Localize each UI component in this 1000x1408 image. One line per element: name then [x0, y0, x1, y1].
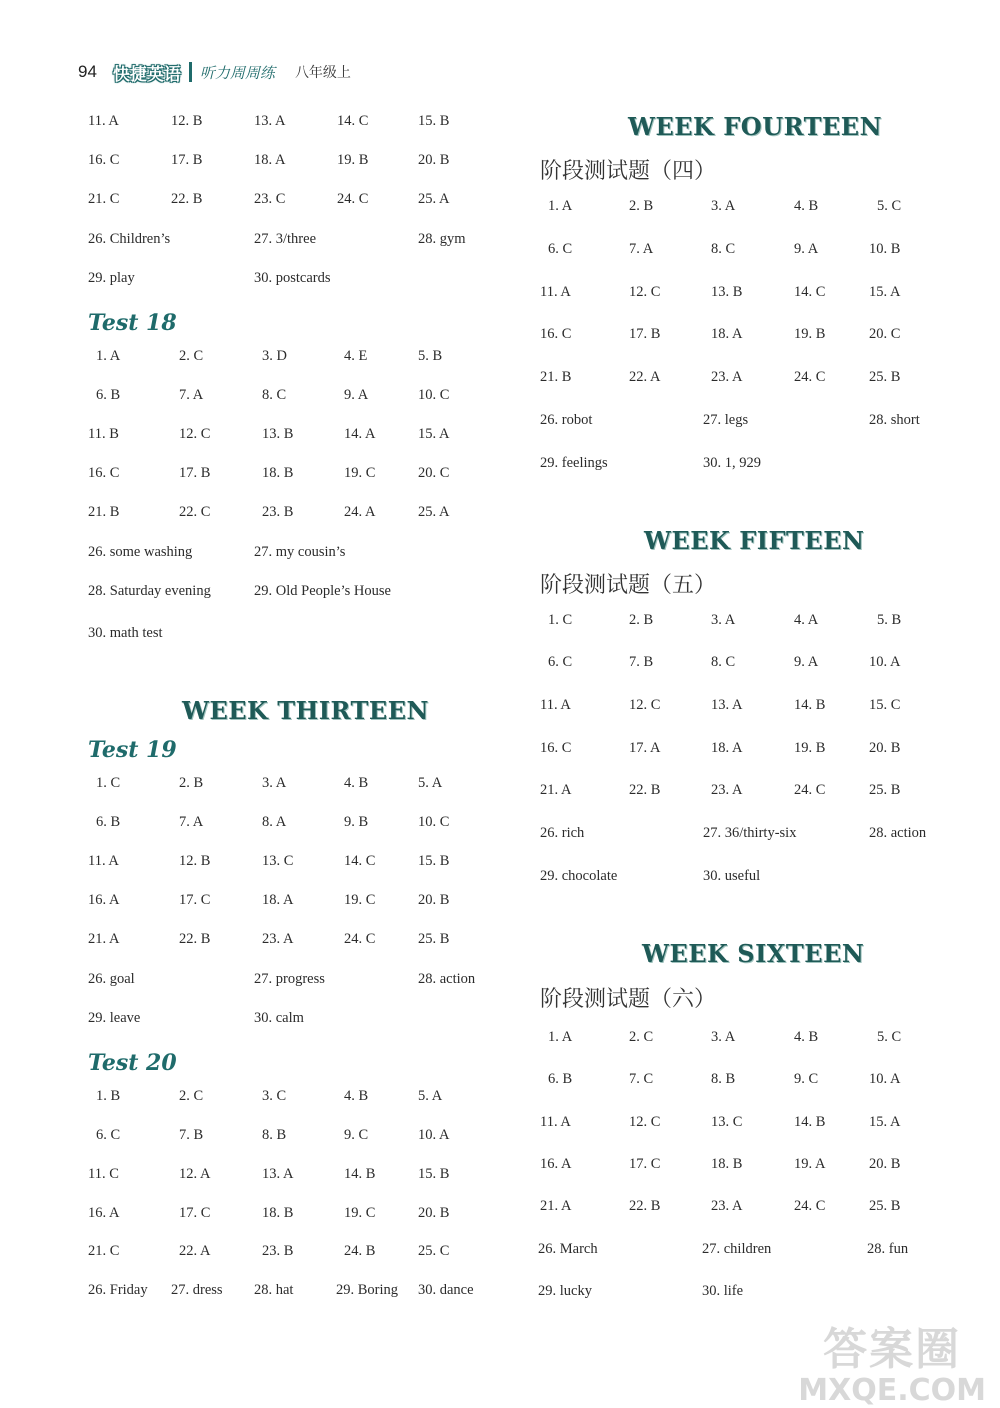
answer-item: 21. C: [88, 191, 120, 207]
answer-item: 21. C: [88, 1243, 120, 1259]
answer-item: 28. gym: [418, 231, 466, 247]
answer-item: 8. B: [262, 1127, 287, 1143]
answer-item: 27. progress: [254, 971, 325, 987]
answer-item: 10. A: [418, 1127, 450, 1143]
answer-item: 20. B: [418, 1205, 450, 1221]
answer-item: 12. A: [179, 1166, 211, 1182]
answer-item: 12. C: [629, 697, 661, 713]
answer-item: 19. B: [337, 152, 369, 168]
answer-item: 18. A: [711, 740, 743, 756]
answer-item: 14. B: [344, 1166, 376, 1182]
series-title: 听力周周练: [199, 63, 275, 82]
answer-item: 4. A: [794, 612, 819, 628]
answer-item: 19. C: [344, 1205, 376, 1221]
answer-item: 11. A: [88, 113, 119, 129]
answer-item: 27. 3/three: [254, 231, 317, 247]
answer-item: 18. B: [711, 1156, 743, 1172]
watermark-logo-text: 答案圈: [823, 1324, 962, 1375]
answer-item: 19. A: [794, 1156, 826, 1172]
answer-item: 22. A: [629, 369, 661, 385]
answer-item: 13. A: [711, 697, 743, 713]
answer-item: 29. feelings: [540, 455, 608, 471]
answer-item: 6. B: [96, 387, 121, 403]
answer-item: 7. A: [179, 387, 204, 403]
answer-item: 19. C: [344, 892, 376, 908]
answer-item: 4. E: [344, 348, 368, 364]
answer-item: 22. B: [629, 1198, 661, 1214]
answer-item: 11. A: [540, 697, 571, 713]
answer-item: 11. A: [88, 853, 119, 869]
answer-item: 20. B: [869, 1156, 901, 1172]
answer-item: 21. B: [540, 369, 572, 385]
answer-item: 13. A: [262, 1166, 294, 1182]
answer-item: 16. C: [540, 326, 572, 342]
answer-item: 7. A: [629, 241, 654, 257]
answer-item: 27. my cousin’s: [254, 544, 346, 560]
answer-item: 6. B: [96, 814, 121, 830]
answer-item: 9. C: [344, 1127, 369, 1143]
answer-item: 15. B: [418, 853, 450, 869]
answer-item: 14. C: [344, 853, 376, 869]
answer-item: 15. A: [418, 426, 450, 442]
answer-item: 6. C: [548, 241, 573, 257]
answer-item: 6. B: [548, 1071, 573, 1087]
answer-item: 5. C: [877, 1029, 902, 1045]
answer-item: 22. B: [629, 782, 661, 798]
answer-item: 25. A: [418, 191, 450, 207]
answer-item: 2. C: [179, 1088, 204, 1104]
stage-test-4-title: 阶段测试题（四）: [540, 159, 717, 184]
answer-item: 10. C: [418, 814, 450, 830]
answer-item: 5. A: [418, 1088, 443, 1104]
answer-item: 2. B: [629, 612, 654, 628]
answer-item: 1. C: [96, 775, 121, 791]
answer-item: 15. A: [869, 284, 901, 300]
answer-item: 2. C: [629, 1029, 654, 1045]
answer-item: 19. B: [794, 326, 826, 342]
answer-item: 30. postcards: [254, 270, 331, 286]
answer-item: 10. A: [869, 654, 901, 670]
week-sixteen-title: WEEK SIXTEEN: [642, 939, 865, 968]
answer-item: 1. A: [548, 198, 573, 214]
answer-item: 23. A: [711, 782, 743, 798]
answer-item: 17. C: [629, 1156, 661, 1172]
answer-item: 13. C: [711, 1114, 743, 1130]
answer-item: 18. A: [254, 152, 286, 168]
answer-item: 8. A: [262, 814, 287, 830]
answer-item: 28. action: [418, 971, 476, 987]
answer-item: 1. B: [96, 1088, 121, 1104]
answer-item: 3. A: [711, 198, 736, 214]
answer-item: 1. C: [548, 612, 573, 628]
answer-item: 10. C: [418, 387, 450, 403]
answer-item: 3. D: [262, 348, 287, 364]
answer-item: 12. B: [179, 853, 211, 869]
answer-item: 4. B: [344, 775, 369, 791]
answer-item: 2. B: [179, 775, 204, 791]
answer-item: 13. B: [711, 284, 743, 300]
answer-item: 9. A: [794, 241, 819, 257]
answer-item: 21. A: [540, 782, 572, 798]
answer-item: 15. A: [869, 1114, 901, 1130]
answer-item: 29. play: [88, 270, 135, 286]
answer-item: 18. B: [262, 1205, 294, 1221]
answer-item: 11. C: [88, 1166, 119, 1182]
answer-item: 17. B: [629, 326, 661, 342]
week-thirteen-title: WEEK THIRTEEN: [182, 696, 429, 725]
answer-item: 21. A: [540, 1198, 572, 1214]
answer-item: 11. A: [540, 284, 571, 300]
answer-item: 2. C: [179, 348, 204, 364]
answer-item: 26. some washing: [88, 544, 193, 560]
answer-item: 25. B: [418, 931, 450, 947]
answer-item: 21. B: [88, 504, 120, 520]
answer-item: 23. A: [711, 1198, 743, 1214]
test-19-title: Test 19: [88, 737, 177, 763]
answer-item: 12. C: [179, 426, 211, 442]
grade-label: 八年级上: [294, 65, 351, 81]
answer-item: 13. C: [262, 853, 294, 869]
answer-item: 8. C: [711, 654, 736, 670]
answer-item: 24. C: [794, 782, 826, 798]
answer-item: 24. C: [344, 931, 376, 947]
test-18-title: Test 18: [88, 310, 177, 336]
answer-item: 16. C: [88, 152, 120, 168]
answer-item: 23. B: [262, 1243, 294, 1259]
answer-item: 16. C: [88, 465, 120, 481]
answer-item: 28. short: [869, 412, 920, 428]
answer-item: 9. C: [794, 1071, 819, 1087]
answer-item: 9. B: [344, 814, 369, 830]
answer-item: 25. B: [869, 1198, 901, 1214]
answer-item: 12. C: [629, 284, 661, 300]
answer-item: 5. C: [877, 198, 902, 214]
answer-item: 29. leave: [88, 1010, 141, 1026]
answer-item: 12. C: [629, 1114, 661, 1130]
answer-item: 3. A: [711, 1029, 736, 1045]
answer-item: 9. A: [794, 654, 819, 670]
answer-item: 17. C: [179, 892, 211, 908]
answer-item: 7. B: [629, 654, 654, 670]
answer-item: 6. C: [548, 654, 573, 670]
answer-item: 17. B: [171, 152, 203, 168]
answer-item: 10. B: [869, 241, 901, 257]
answer-item: 26. Friday: [88, 1282, 148, 1298]
answer-item: 30. 1, 929: [703, 455, 761, 471]
answer-item: 8. C: [711, 241, 736, 257]
answer-item: 22. A: [179, 1243, 211, 1259]
answer-item: 24. C: [337, 191, 369, 207]
answer-item: 3. A: [711, 612, 736, 628]
answer-item: 15. B: [418, 1166, 450, 1182]
answer-item: 19. C: [344, 465, 376, 481]
answer-item: 18. B: [262, 465, 294, 481]
answer-item: 12. B: [171, 113, 203, 129]
answer-item: 1. A: [96, 348, 121, 364]
answer-item: 18. A: [262, 892, 294, 908]
watermark-url: MXQE.COM: [798, 1373, 986, 1408]
answer-item: 29. lucky: [538, 1283, 592, 1299]
answer-item: 17. C: [179, 1205, 211, 1221]
answer-item: 13. A: [254, 113, 286, 129]
answer-item: 25. C: [418, 1243, 450, 1259]
answer-item: 22. B: [179, 931, 211, 947]
answer-item: 30. calm: [254, 1010, 304, 1026]
answer-item: 20. C: [418, 465, 450, 481]
header-divider: [189, 62, 192, 82]
answer-item: 28. hat: [254, 1282, 294, 1298]
answer-item: 27. 36/thirty-six: [703, 825, 797, 841]
answer-item: 6. C: [96, 1127, 121, 1143]
answer-item: 14. A: [344, 426, 376, 442]
answer-item: 5. A: [418, 775, 443, 791]
answer-item: 17. B: [179, 465, 211, 481]
answer-item: 18. A: [711, 326, 743, 342]
answer-item: 7. C: [629, 1071, 654, 1087]
answer-item: 2. B: [629, 198, 654, 214]
answer-item: 25. A: [418, 504, 450, 520]
answer-item: 13. B: [262, 426, 294, 442]
answer-item: 26. goal: [88, 971, 135, 987]
test-20-title: Test 20: [88, 1050, 177, 1076]
answer-item: 15. C: [869, 697, 901, 713]
answer-item: 14. C: [794, 284, 826, 300]
answer-item: 24. C: [794, 369, 826, 385]
answer-item: 26. Children’s: [88, 231, 171, 247]
answer-item: 28. fun: [867, 1241, 909, 1257]
answer-item: 23. A: [262, 931, 294, 947]
stage-test-6-title: 阶段测试题（六）: [540, 987, 717, 1012]
answer-item: 5. B: [877, 612, 902, 628]
answer-item: 19. B: [794, 740, 826, 756]
answer-item: 11. B: [88, 426, 119, 442]
answer-item: 27. legs: [703, 412, 749, 428]
answer-item: 3. C: [262, 1088, 287, 1104]
week-fifteen-title: WEEK FIFTEEN: [644, 526, 865, 555]
answer-item: 30. life: [702, 1283, 744, 1299]
answer-item: 8. C: [262, 387, 287, 403]
answer-item: 10. A: [869, 1071, 901, 1087]
answer-item: 23. C: [254, 191, 286, 207]
answer-item: 21. A: [88, 931, 120, 947]
answer-item: 30. dance: [418, 1282, 474, 1298]
answer-item: 27. children: [702, 1241, 772, 1257]
answer-item: 20. B: [418, 892, 450, 908]
answer-item: 20. C: [869, 326, 901, 342]
answer-item: 4. B: [344, 1088, 369, 1104]
week-fourteen-title: WEEK FOURTEEN: [628, 112, 883, 141]
page-header: [78, 58, 351, 86]
watermark: [798, 1326, 986, 1408]
answer-item: 25. B: [869, 782, 901, 798]
answer-item: 29. Boring: [336, 1282, 399, 1298]
answer-item: 30. useful: [703, 868, 761, 884]
answer-item: 7. A: [179, 814, 204, 830]
answer-item: 26. March: [538, 1241, 598, 1257]
answer-item: 23. B: [262, 504, 294, 520]
answer-item: 16. A: [88, 1205, 120, 1221]
answer-item: 23. A: [711, 369, 743, 385]
answer-item: 4. B: [794, 1029, 819, 1045]
answer-item: 25. B: [869, 369, 901, 385]
answer-item: 11. A: [540, 1114, 571, 1130]
stage-test-5-title: 阶段测试题（五）: [540, 573, 717, 598]
answer-item: 1. A: [548, 1029, 573, 1045]
answer-item: 16. A: [88, 892, 120, 908]
answer-item: 24. C: [794, 1198, 826, 1214]
answer-item: 14. B: [794, 1114, 826, 1130]
answer-item: 26. robot: [540, 412, 593, 428]
answer-item: 29. Old People’s House: [254, 583, 391, 599]
answer-item: 22. C: [179, 504, 211, 520]
answer-item: 16. A: [540, 1156, 572, 1172]
answer-item: 24. A: [344, 504, 376, 520]
answer-item: 14. B: [794, 697, 826, 713]
answer-item: 26. rich: [540, 825, 585, 841]
page-number: 94: [78, 62, 97, 81]
answer-item: 28. Saturday evening: [88, 583, 211, 599]
book-title: 快捷英语: [112, 64, 181, 85]
answer-item: 29. chocolate: [540, 868, 618, 884]
answer-item: 4. B: [794, 198, 819, 214]
answer-item: 20. B: [418, 152, 450, 168]
answer-item: 5. B: [418, 348, 443, 364]
answer-item: 27. dress: [171, 1282, 223, 1298]
answer-item: 24. B: [344, 1243, 376, 1259]
answer-item: 8. B: [711, 1071, 736, 1087]
answer-item: 15. B: [418, 113, 450, 129]
answer-item: 28. action: [869, 825, 927, 841]
answer-item: 30. math test: [88, 625, 163, 641]
answer-item: 20. B: [869, 740, 901, 756]
answer-item: 17. A: [629, 740, 661, 756]
answer-item: 3. A: [262, 775, 287, 791]
answer-item: 16. C: [540, 740, 572, 756]
answer-item: 9. A: [344, 387, 369, 403]
answer-item: 14. C: [337, 113, 369, 129]
answer-item: 22. B: [171, 191, 203, 207]
answer-item: 7. B: [179, 1127, 204, 1143]
